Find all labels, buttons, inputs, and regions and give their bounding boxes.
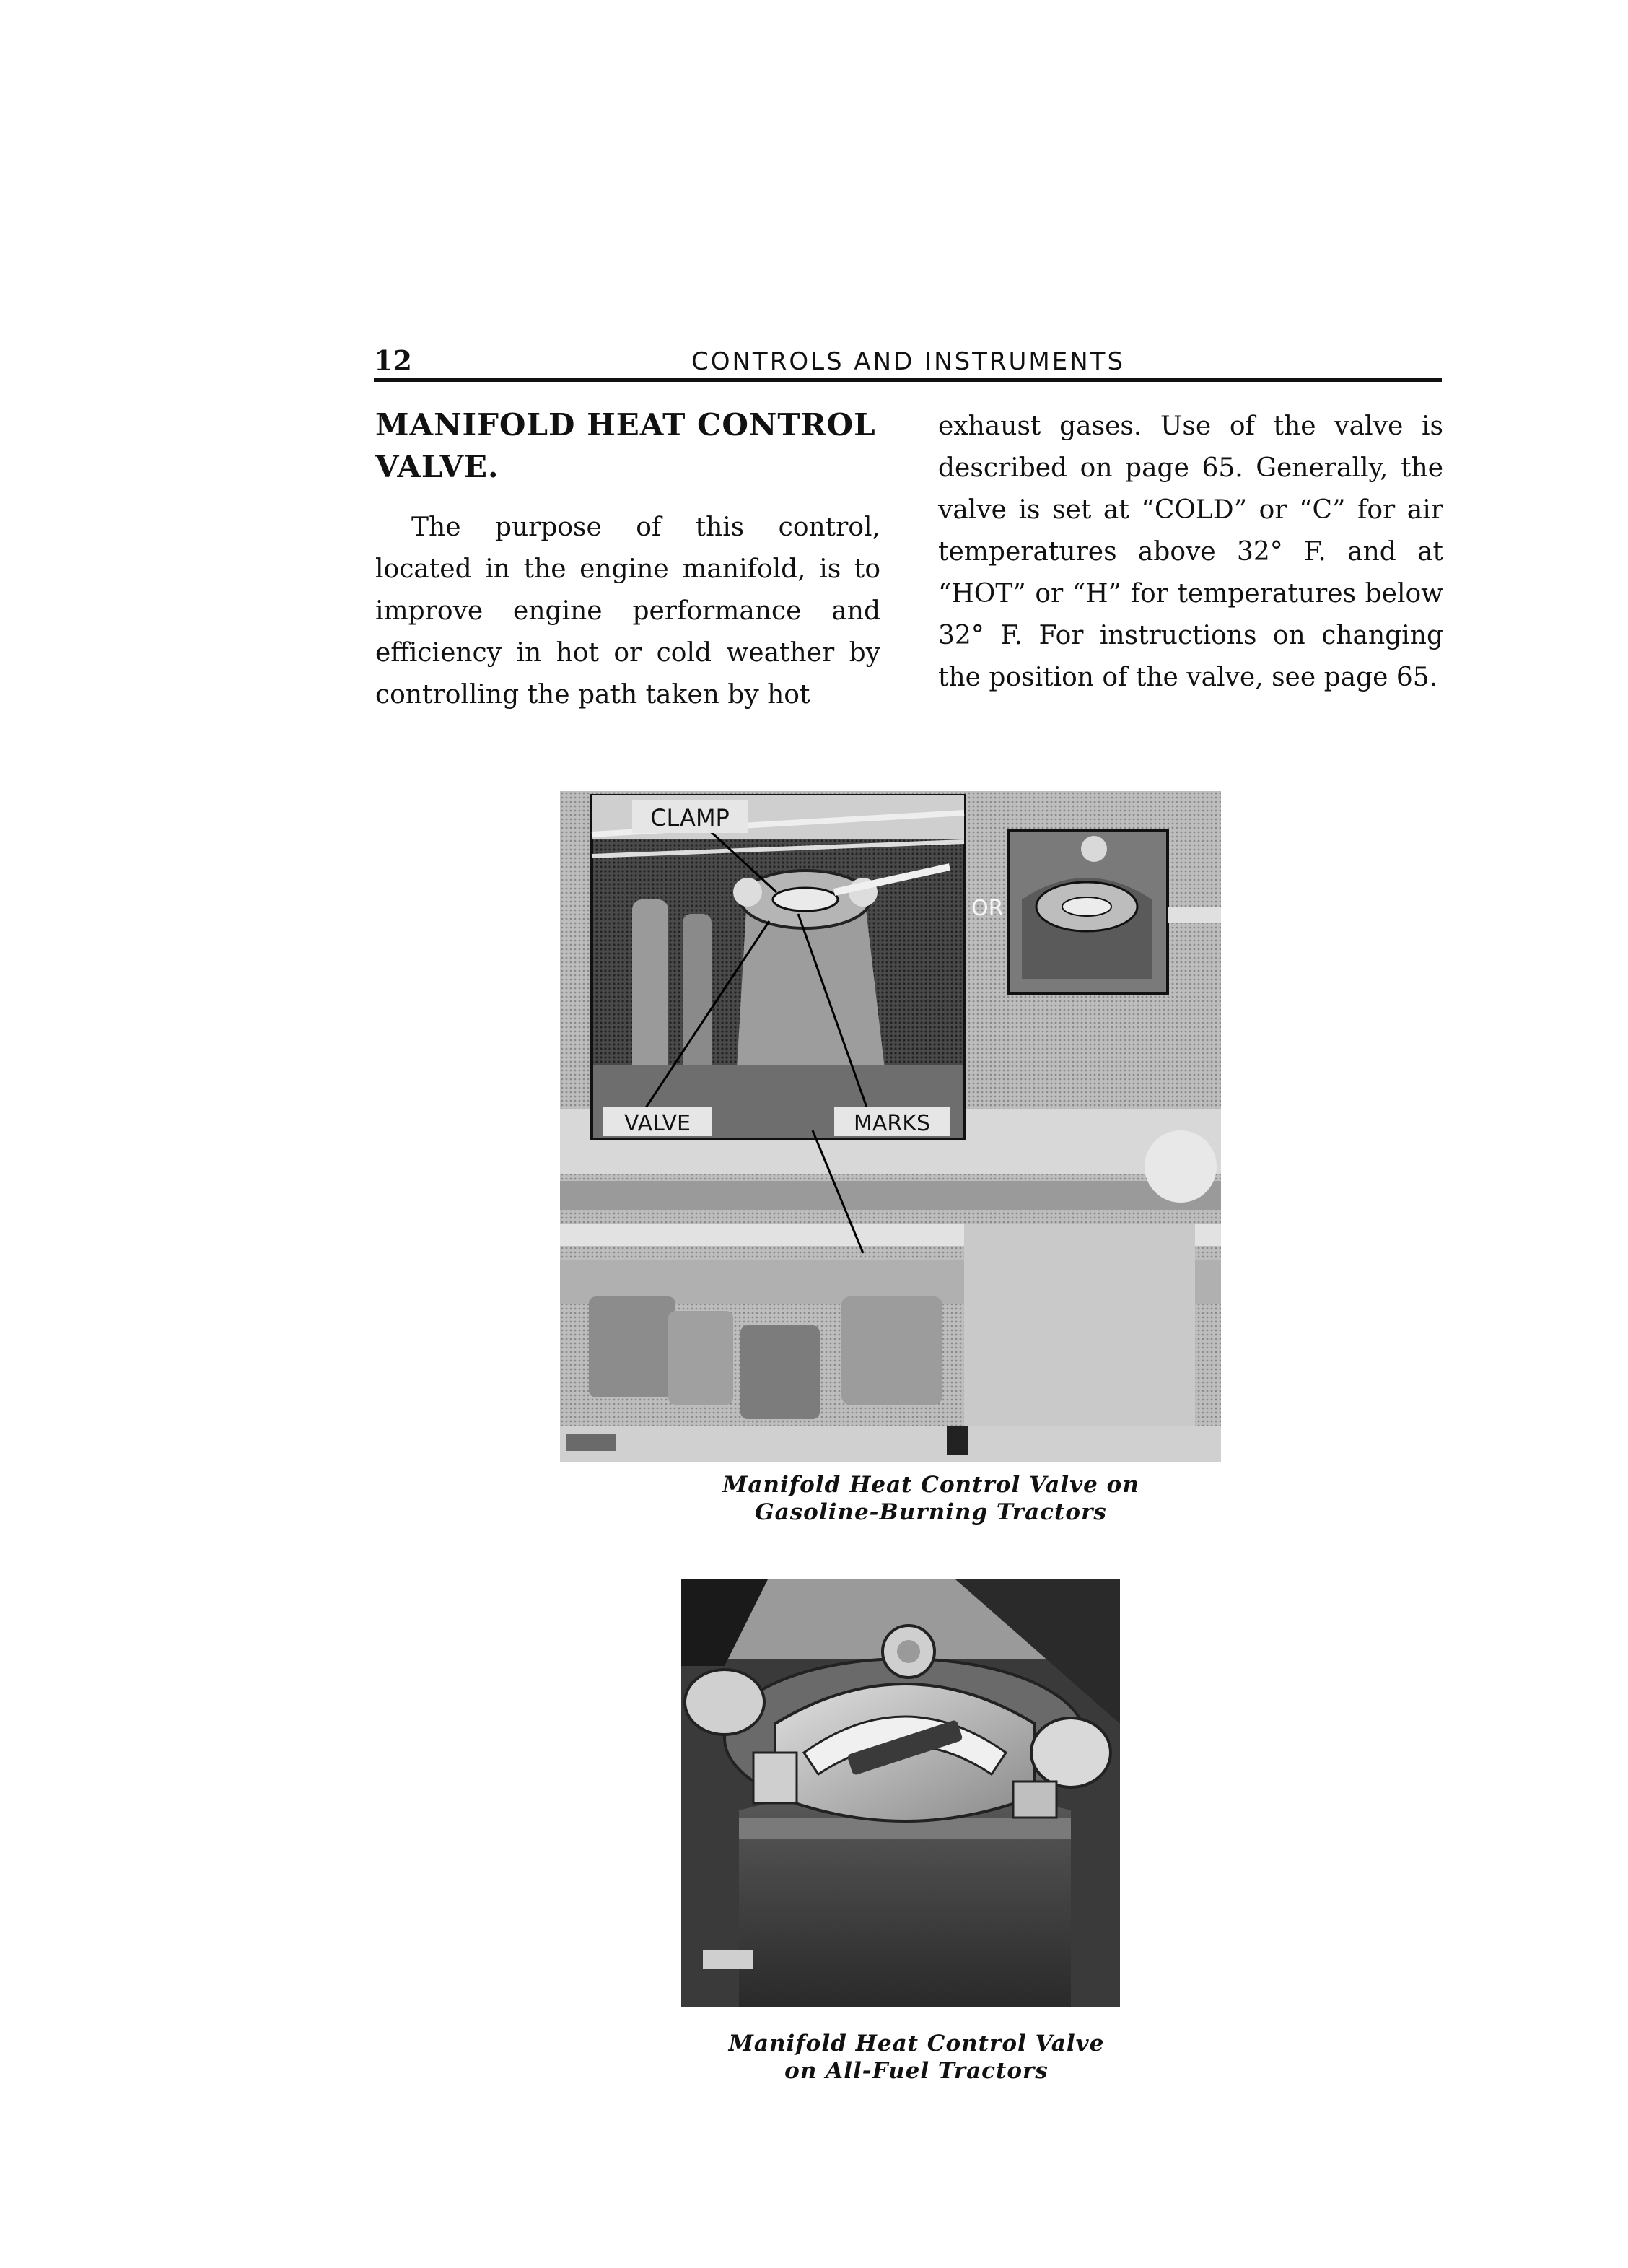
heading-line-2: VALVE.: [375, 449, 499, 484]
figure-1-caption-line-2: Gasoline-Burning Tractors: [755, 1499, 1107, 1525]
right-column: [938, 406, 1443, 699]
left-paragraph: The purpose of this control, located in the engine manifold, is to improve engine performance and efficiency in hot or cold weather by controlling the path taken by hot: [375, 513, 880, 710]
left-column: [375, 404, 880, 716]
label-valve: VALVE: [623, 1111, 691, 1136]
figure-1-caption: [649, 1471, 1212, 1526]
label-marks: MARKS: [854, 1111, 930, 1136]
figure-2-caption-line-1: Manifold Heat Control Valve: [728, 2031, 1105, 2057]
figure-1-caption-line-1: Manifold Heat Control Valve on: [722, 1472, 1139, 1498]
running-title: CONTROLS AND INSTRUMENTS: [691, 347, 1126, 376]
section-heading: [375, 404, 880, 488]
figure-2-caption: [664, 2030, 1169, 2085]
figure-2-photo: [681, 1579, 1120, 2007]
right-paragraph: exhaust gases. Use of the valve is described on page 65. Generally, the valve is set at “COLD” or “C” for air temperatures above 32° F. and at “HOT” or “H” for temperatures below 32° F. For instructions on changing the position of the valve, see page 65.: [938, 411, 1443, 692]
heading-line-1: MANIFOLD HEAT CONTROL: [375, 407, 876, 442]
figure-1-photo: [560, 791, 1221, 1462]
label-or: OR: [971, 896, 1004, 921]
page-number: 12: [374, 344, 412, 377]
label-clamp: CLAMP: [650, 804, 730, 832]
header-rule: [374, 378, 1442, 382]
figure-2-caption-line-2: on All-Fuel Tractors: [784, 2058, 1049, 2084]
